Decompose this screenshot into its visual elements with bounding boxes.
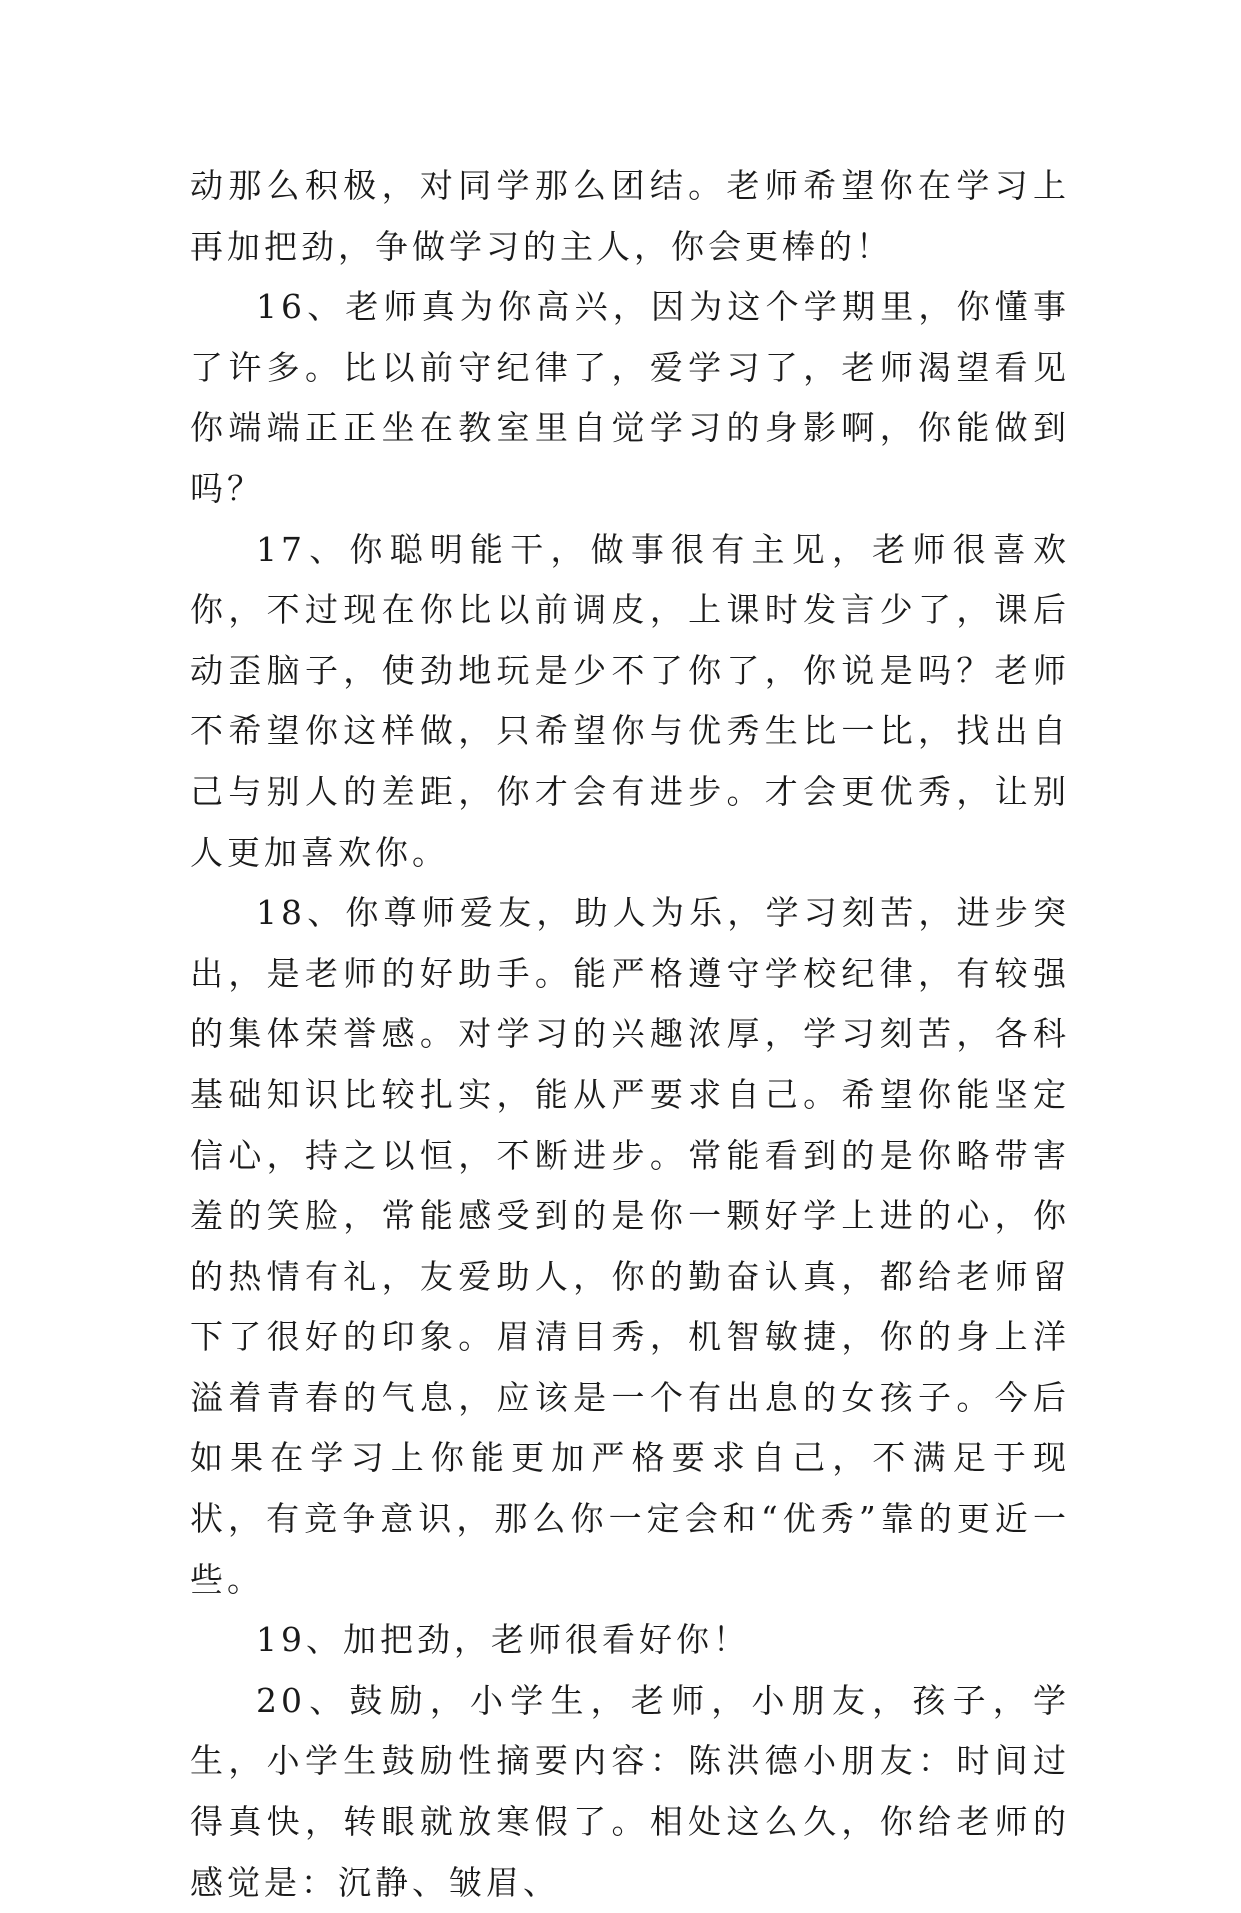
paragraph-item-19: 19、加把劲，老师很看好你！ — [256, 1620, 750, 1660]
paragraph-item-20: 20、鼓励，小学生，老师，小朋友，孩子，学生，小学生鼓励性摘要内容：陈洪德小朋友：时间过得真快，转眼就放寒假了。相处这么久，你给老师的感觉是：沉静、皱眉、 — [190, 1680, 1070, 1902]
paragraph-continuation: 动那么积极，对同学那么团结。老师希望你在学习上再加把劲，争做学习的主人，你会更棒的！ — [190, 166, 1070, 266]
paragraph-item-18: 18、你尊师爱友，助人为乐，学习刻苦，进步突出，是老师的好助手。能严格遵守学校纪律，有较强的集体荣誉感。对学习的兴趣浓厚，学习刻苦，各科基础知识比较扎实，能从严要求自己。希望你能坚定信心，持之以恒，不断进步。常能看到的是你略带害羞的笑脸，常能感受到的是你一颗好学上进的心，你的热情有礼，友爱助人，你的勤奋认真，都给老师留下了很好的印象。眉清目秀，机智敏捷，你的身上洋溢着青春的气息，应该是一个有出息的女孩子。今后如果在学习上你能更加严格要求自己，不满足于现状，有竞争意识，那么你一定会和“优秀”靠的更近一些。 — [190, 893, 1070, 1599]
paragraph-item-16: 16、老师真为你高兴，因为这个学期里，你懂事了许多。比以前守纪律了，爱学习了，老师渴望看见你端端正正坐在教室里自觉学习的身影啊，你能做到吗？ — [190, 287, 1070, 508]
document-body — [190, 156, 1070, 1913]
paragraph-item-17: 17、你聪明能干，做事很有主见，老师很喜欢你，不过现在你比以前调皮，上课时发言少了，课后动歪脑子，使劲地玩是少不了你了，你说是吗？老师不希望你这样做，只希望你与优秀生比一比，找出自己与别人的差距，你才会有进步。才会更优秀，让别人更加喜欢你。 — [190, 529, 1070, 872]
